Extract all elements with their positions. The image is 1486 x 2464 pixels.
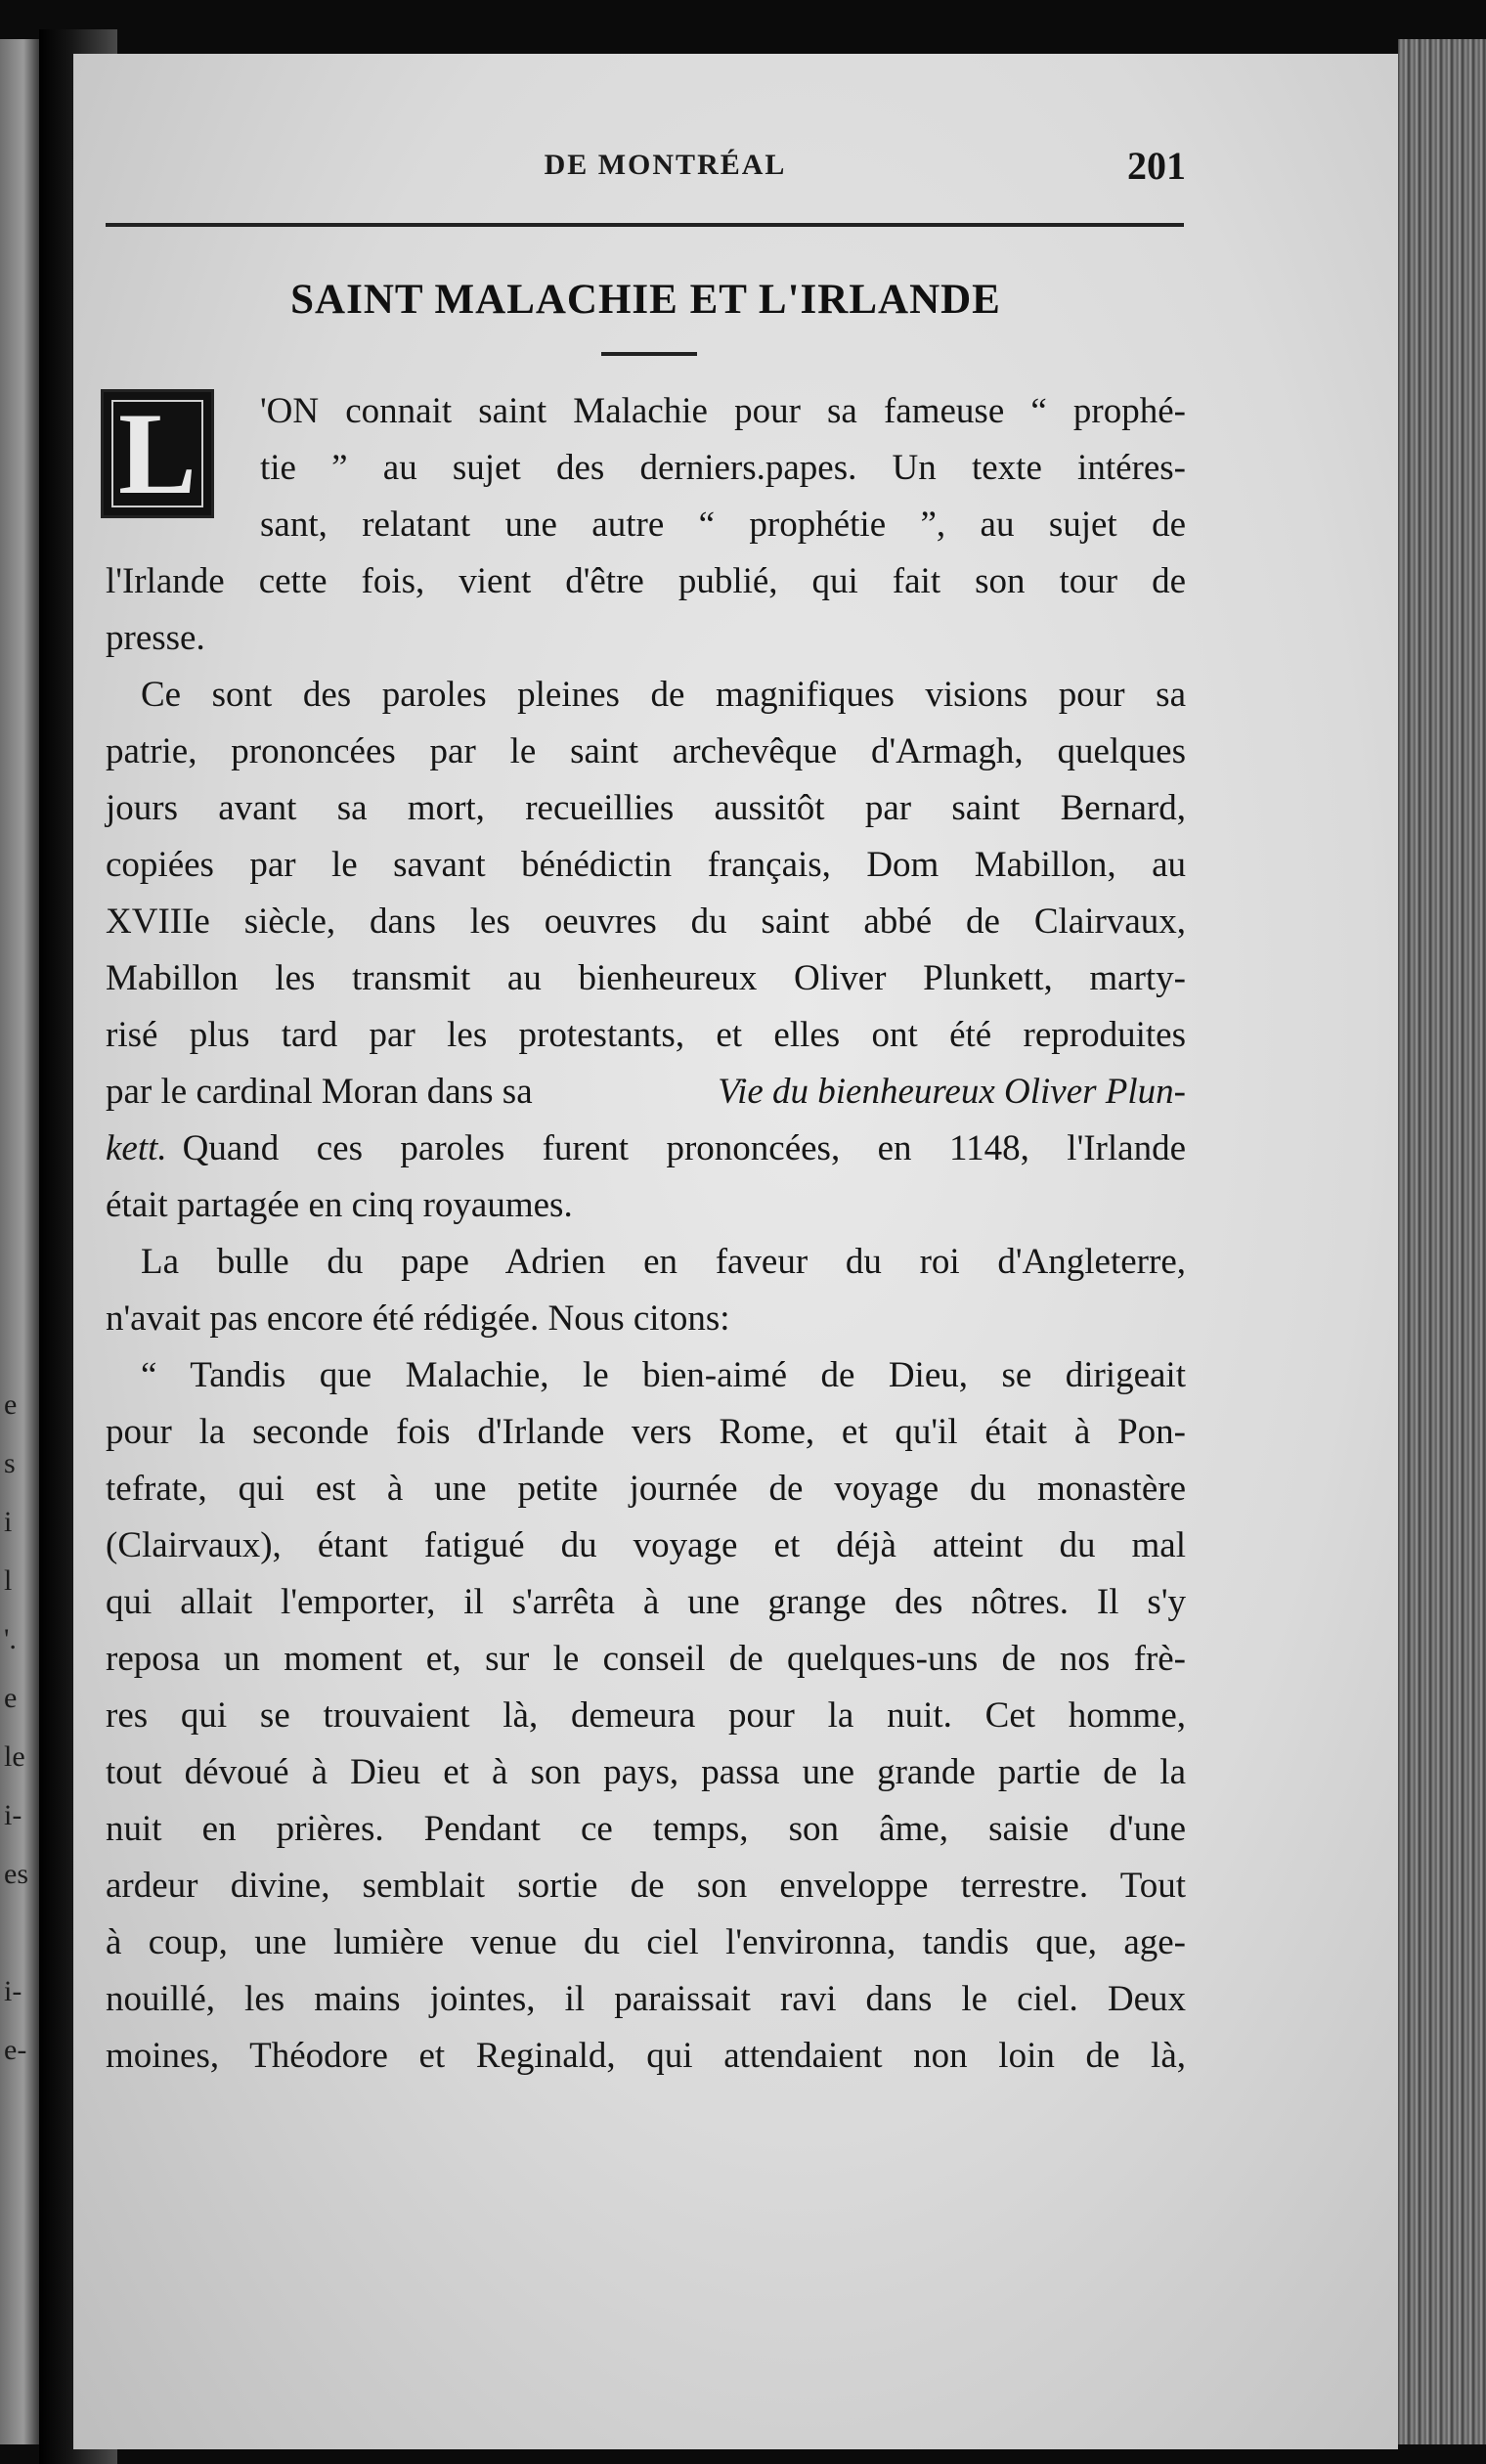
- left-page-fragment: s: [4, 1447, 16, 1479]
- text-line: res qui se trouvaient là, demeura pour la nuit. Cet homme,: [106, 1695, 1186, 1736]
- text-line: l'Irlande cette fois, vient d'être publié, qui fait son tour de: [106, 561, 1186, 601]
- text-line: était partagée en cinq royaumes.: [106, 1185, 573, 1225]
- text-line: presse.: [106, 618, 205, 658]
- text-line: à coup, une lumière venue du ciel l'environna, tandis que, age-: [106, 1922, 1186, 1962]
- text-line: Mabillon les transmit au bienheureux Oliver Plunkett, marty-: [106, 958, 1186, 998]
- text-line: copiées par le savant bénédictin français, Dom Mabillon, au: [106, 845, 1186, 885]
- header-rule: [106, 223, 1184, 227]
- text-line: pour la seconde fois d'Irlande vers Rome, et qu'il était à Pon-: [106, 1412, 1186, 1452]
- text-line: tefrate, qui est à une petite journée de voyage du monastère: [106, 1469, 1186, 1509]
- running-header: [106, 144, 1186, 198]
- left-page-fragment: i-: [4, 1975, 22, 2007]
- text-line: XVIIIe siècle, dans les oeuvres du saint abbé de Clairvaux,: [106, 902, 1186, 942]
- text-line-italic-mix: [106, 1121, 1186, 1177]
- text-line: ardeur divine, semblait sortie de son enveloppe terrestre. Tout: [106, 1866, 1186, 1906]
- book-title-italic: Vie du bienheureux Oliver Plun-: [718, 1072, 1186, 1112]
- left-page-fragment: l: [4, 1564, 13, 1597]
- text-line: jours avant sa mort, recueillies aussitôt par saint Bernard,: [106, 788, 1186, 828]
- text-line: “ Tandis que Malachie, le bien-aimé de Dieu, se dirigeait: [141, 1355, 1186, 1395]
- text-line: La bulle du pape Adrien en faveur du roi d'Angleterre,: [141, 1242, 1186, 1282]
- text-line: sant, relatant une autre “ prophétie ”, au sujet de: [260, 505, 1186, 545]
- left-page-fragment: e-: [4, 2034, 27, 2066]
- left-page-fragment: e: [4, 1682, 18, 1714]
- title-rule: [601, 352, 697, 356]
- running-title: DE MONTRÉAL: [544, 149, 787, 181]
- text-fragment: par le cardinal Moran dans sa: [106, 1072, 533, 1112]
- text-line-italic-mix: [106, 1064, 1186, 1121]
- text-fragment: Quand ces paroles furent prononcées, en 1148, l'Irlande: [182, 1128, 1186, 1168]
- left-page-fragment: i: [4, 1506, 13, 1538]
- text-line: (Clairvaux), étant fatigué du voyage et déjà atteint du mal: [106, 1525, 1186, 1565]
- text-line: tie ” au sujet des derniers.papes. Un texte intéres-: [260, 448, 1186, 488]
- text-line: reposa un moment et, sur le conseil de quelques-uns de nos frè-: [106, 1639, 1186, 1679]
- text-line: moines, Théodore et Reginald, qui attendaient non loin de là,: [106, 2036, 1186, 2076]
- left-page-fragment: i-: [4, 1799, 22, 1831]
- text-line: tout dévoué à Dieu et à son pays, passa une grande partie de la: [106, 1752, 1186, 1792]
- text-line: qui allait l'emporter, il s'arrêta à une grange des nôtres. Il s'y: [106, 1582, 1186, 1622]
- left-page-fragment: '.: [4, 1623, 17, 1655]
- left-page-fragment: le: [4, 1740, 25, 1773]
- left-page-fragment: es: [4, 1858, 28, 1890]
- page-edges-stack: [1398, 39, 1486, 2444]
- drop-cap-letter: L: [117, 388, 197, 518]
- text-line: Ce sont des paroles pleines de magnifiques visions pour sa: [141, 675, 1186, 715]
- left-page-fragment: e: [4, 1388, 18, 1421]
- text-line: n'avait pas encore été rédigée. Nous citons:: [106, 1298, 730, 1339]
- text-line: risé plus tard par les protestants, et elles ont été reproduites: [106, 1015, 1186, 1055]
- text-line: nouillé, les mains jointes, il paraissait ravi dans le ciel. Deux: [106, 1979, 1186, 2019]
- left-page-edge: [0, 39, 39, 2444]
- article-title: SAINT MALACHIE ET L'IRLANDE: [290, 277, 1001, 323]
- text-line: 'ON connait saint Malachie pour sa fameuse “ prophé-: [260, 391, 1186, 431]
- page-number: 201: [1127, 144, 1186, 188]
- book-title-italic: kett.: [106, 1128, 167, 1168]
- text-line: nuit en prières. Pendant ce temps, son âme, saisie d'une: [106, 1809, 1186, 1849]
- text-line: patrie, prononcées par le saint archevêque d'Armagh, quelques: [106, 731, 1186, 771]
